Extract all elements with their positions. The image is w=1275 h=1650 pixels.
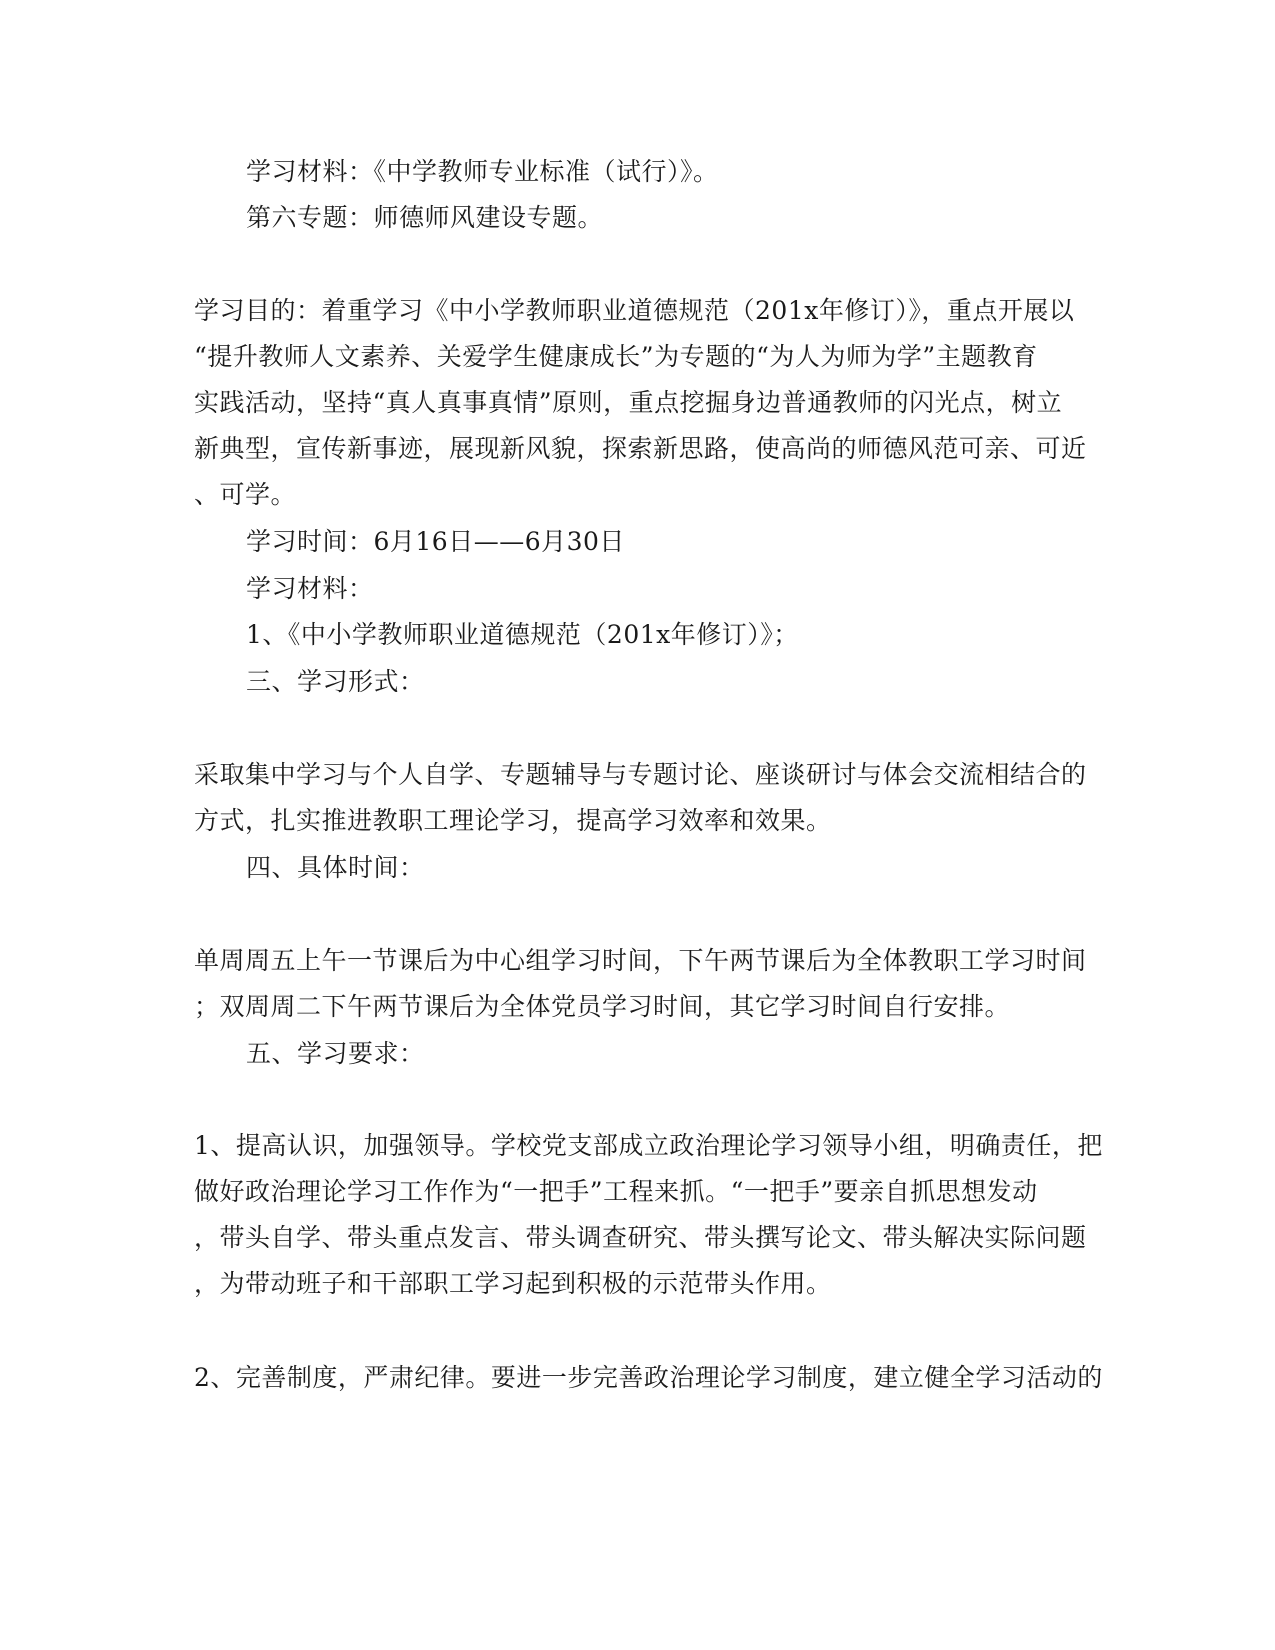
study-purpose-line-2: “提升教师人文素养、关爱学生健康成长”为专题的“为人为师为学”主题教育 <box>194 342 1038 371</box>
topic-six-heading: 第六专题：师德师风建设专题。 <box>246 203 604 232</box>
study-form-line-2: 方式，扎实推进教职工理论学习，提高学习效率和效果。 <box>194 806 832 835</box>
study-material-item-1: 1、《中小学教师职业道德规范（201x年修订）》； <box>246 620 799 649</box>
study-material-line: 学习材料：《中学教师专业标准（试行）》。 <box>246 157 719 186</box>
study-purpose-line-1: 学习目的：着重学习《中小学教师职业道德规范（201x年修订）》，重点开展以 <box>194 296 1075 325</box>
study-purpose-line-5: 、可学。 <box>194 480 297 509</box>
requirement-one-line-1: 1、提高认识，加强领导。学校党支部成立政治理论学习领导小组，明确责任，把 <box>194 1131 1103 1160</box>
requirement-one-line-2: 做好政治理论学习工作作为“一把手”工程来抓。“一把手”要亲自抓思想发动 <box>194 1177 1038 1206</box>
section-four-heading: 四、具体时间： <box>246 853 425 882</box>
requirement-two-line-1: 2、完善制度，严肃纪律。要进一步完善政治理论学习制度，建立健全学习活动的 <box>194 1363 1103 1392</box>
requirement-one-line-4: ，为带动班子和干部职工学习起到积极的示范带头作用。 <box>194 1269 832 1298</box>
study-material-label: 学习材料： <box>246 574 374 603</box>
study-time-line: 学习时间：6月16日——6月30日 <box>246 527 625 556</box>
schedule-line-2: ；双周周二下午两节课后为全体党员学习时间，其它学习时间自行安排。 <box>194 992 1011 1021</box>
requirement-one-line-3: ，带头自学、带头重点发言、带头调查研究、带头撰写论文、带头解决实际问题 <box>194 1223 1087 1252</box>
study-purpose-line-4: 新典型，宣传新事迹，展现新风貌，探索新思路，使高尚的师德风范可亲、可近 <box>194 434 1087 463</box>
section-five-heading: 五、学习要求： <box>246 1039 425 1068</box>
schedule-line-1: 单周周五上午一节课后为中心组学习时间，下午两节课后为全体教职工学习时间 <box>194 946 1087 975</box>
study-purpose-line-3: 实践活动，坚持“真人真事真情”原则，重点挖掘身边普通教师的闪光点，树立 <box>194 388 1063 417</box>
section-three-heading: 三、学习形式： <box>246 667 425 696</box>
study-form-line-1: 采取集中学习与个人自学、专题辅导与专题讨论、座谈研讨与体会交流相结合的 <box>194 760 1087 789</box>
